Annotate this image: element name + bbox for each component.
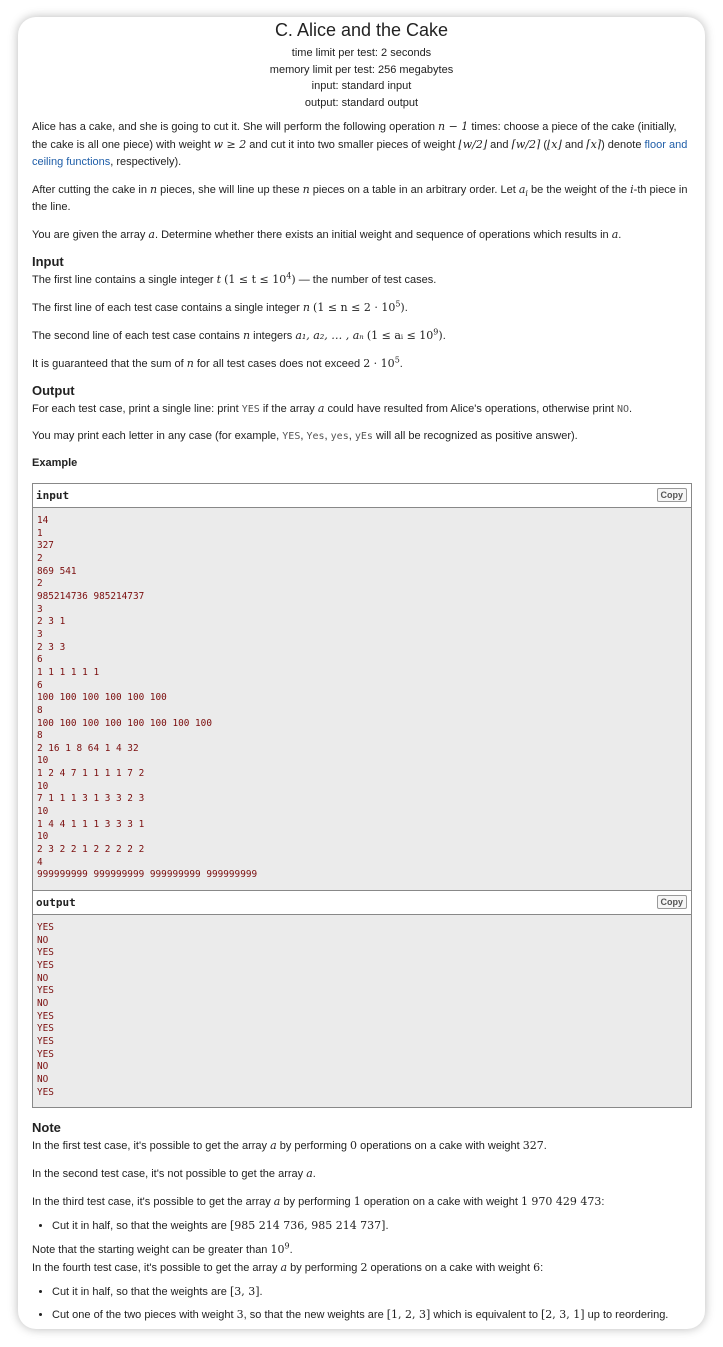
text: operations on a cake with weight bbox=[367, 1262, 534, 1275]
example-line: 10 bbox=[37, 831, 49, 843]
code: YES bbox=[282, 431, 301, 442]
math: 2 bbox=[360, 1261, 368, 1275]
example-line: 4 bbox=[37, 856, 43, 868]
text: — the number of test cases. bbox=[295, 274, 437, 286]
text: by performing bbox=[280, 1196, 354, 1209]
note-line-4 bbox=[32, 1241, 692, 1259]
math: 9 bbox=[433, 327, 439, 337]
output-file: output: standard output bbox=[304, 96, 419, 109]
example-line: YES bbox=[37, 1010, 54, 1022]
text: will all be recognized as positive answer). bbox=[372, 430, 578, 442]
text: . bbox=[442, 330, 446, 342]
text: Cut it in half, so that the weights are bbox=[52, 1220, 230, 1233]
text: In the third test case, it's possible to get the array bbox=[32, 1196, 274, 1209]
math: a bbox=[280, 1261, 288, 1275]
math: (1 ≤ aᵢ ≤ 10 bbox=[366, 329, 434, 342]
note-line-1 bbox=[32, 1137, 692, 1155]
list-item bbox=[52, 1306, 692, 1324]
example-line: 327 bbox=[37, 540, 54, 552]
math: ) bbox=[400, 301, 405, 314]
output-box-content bbox=[33, 915, 691, 1107]
text: and bbox=[561, 139, 587, 151]
math: 0 bbox=[350, 1139, 358, 1153]
example-line: YES bbox=[37, 1035, 54, 1047]
math: ⌊w/2⌋ bbox=[458, 138, 488, 151]
example-line: 985214736 985214737 bbox=[37, 590, 145, 602]
text: In the first test case, it's possible to get the array bbox=[32, 1140, 271, 1153]
text: . bbox=[399, 358, 403, 370]
math: 5 bbox=[394, 355, 400, 365]
text: The first line contains a single integer bbox=[32, 274, 217, 286]
example-line: NO bbox=[37, 1061, 49, 1073]
text: operations on a cake with weight bbox=[357, 1140, 523, 1153]
math: 4 bbox=[286, 271, 292, 281]
math: i bbox=[525, 189, 528, 199]
note-line-5 bbox=[32, 1259, 692, 1277]
example-line: 2 3 2 2 1 2 2 2 2 2 bbox=[37, 844, 145, 856]
example-line: NO bbox=[37, 997, 49, 1009]
example-line: 100 100 100 100 100 100 bbox=[37, 692, 167, 704]
text: if the array bbox=[259, 403, 318, 415]
note-heading: Note bbox=[32, 1120, 61, 1136]
math bbox=[270, 1243, 289, 1256]
example-line: 10 bbox=[37, 780, 49, 792]
math: ) bbox=[291, 273, 296, 286]
example-line: 100 100 100 100 100 100 100 100 bbox=[37, 717, 212, 729]
example-line: 6 bbox=[37, 654, 43, 666]
copy-output-button[interactable]: Copy bbox=[657, 895, 688, 909]
note-line-3 bbox=[32, 1193, 692, 1211]
text: , respectively). bbox=[110, 156, 182, 168]
floor-ceiling-link[interactable]: floor and ceiling functions bbox=[32, 139, 688, 168]
code: YES bbox=[241, 404, 260, 415]
input-line-2 bbox=[32, 299, 692, 317]
input-box-header bbox=[33, 484, 691, 508]
statement-paragraph-2 bbox=[32, 181, 692, 216]
text: The first line of each test case contains a single integer bbox=[32, 302, 303, 314]
time-limit: time limit per test: 2 seconds bbox=[291, 47, 432, 59]
text: operation on a cake with weight bbox=[360, 1196, 521, 1209]
math bbox=[224, 273, 296, 286]
problem-header bbox=[18, 17, 705, 111]
text: . Determine whether there exists an initial weight and sequence of operations which results in bbox=[154, 229, 612, 241]
text: . bbox=[618, 229, 622, 241]
example-line: YES bbox=[37, 922, 54, 934]
text: . bbox=[259, 1286, 263, 1299]
math: t bbox=[216, 273, 222, 286]
example-heading: Example bbox=[32, 457, 78, 469]
input-heading: Input bbox=[32, 254, 64, 269]
math: 10 bbox=[270, 1243, 285, 1257]
math: a bbox=[611, 228, 619, 241]
math: a bbox=[317, 402, 325, 415]
math: ⌊x⌋ bbox=[547, 138, 562, 151]
example-line: 2 bbox=[37, 552, 43, 564]
text: For each test case, print a single line: print bbox=[32, 403, 242, 415]
text: and cut it into two smaller pieces of weight bbox=[246, 139, 459, 151]
text: , so that the new weights are bbox=[243, 1309, 387, 1322]
math: 2 · 10 bbox=[363, 357, 395, 370]
example-line: 3 bbox=[37, 603, 43, 615]
problem-body bbox=[32, 118, 692, 1330]
output-line-1 bbox=[32, 400, 692, 418]
input-line-3 bbox=[32, 327, 692, 345]
math: 5 bbox=[395, 299, 401, 309]
math: n bbox=[186, 357, 194, 370]
text: . bbox=[404, 302, 408, 314]
text: which is equivalent to bbox=[430, 1309, 542, 1322]
input-line-1 bbox=[32, 271, 692, 289]
example-line: NO bbox=[37, 972, 49, 984]
text: Cut it in half, so that the weights are bbox=[52, 1286, 230, 1299]
math bbox=[367, 329, 443, 342]
math: 9 bbox=[284, 1241, 290, 1251]
math: n bbox=[150, 183, 158, 196]
math: 327 bbox=[522, 1139, 544, 1153]
example-box bbox=[32, 483, 692, 1108]
problem-title: C. Alice and the Cake bbox=[274, 20, 449, 40]
text: for all test cases does not exceed bbox=[193, 358, 364, 370]
code: yes bbox=[330, 431, 349, 442]
text: Alice has a cake, and she is going to cut it. She will perform the following operation bbox=[32, 121, 439, 133]
text: could have resulted from Alice's operations, otherwise print bbox=[324, 403, 617, 415]
math: ⌈w/2⌉ bbox=[511, 138, 541, 151]
math bbox=[313, 301, 405, 314]
text: It is guaranteed that the sum of bbox=[32, 358, 187, 370]
text: integers bbox=[250, 330, 296, 342]
note-list-1 bbox=[32, 1217, 692, 1235]
math: a bbox=[273, 1195, 281, 1209]
example-line: 2 3 3 bbox=[37, 641, 66, 653]
output-box-label: output bbox=[36, 896, 76, 910]
math: ) bbox=[438, 329, 443, 342]
problem-card bbox=[18, 17, 705, 1329]
input-box-content bbox=[33, 508, 691, 890]
example-line: 2 bbox=[37, 578, 43, 590]
math: ⌈x⌉ bbox=[586, 138, 602, 151]
text: In the second test case, it's not possible to get the array bbox=[32, 1168, 307, 1181]
example-line: 10 bbox=[37, 755, 49, 767]
example-line: 1 4 4 1 1 1 3 3 3 1 bbox=[37, 818, 145, 830]
list-item bbox=[52, 1283, 692, 1301]
copy-input-button[interactable]: Copy bbox=[657, 488, 688, 502]
note-line-2 bbox=[32, 1165, 692, 1183]
note-list-2 bbox=[32, 1283, 692, 1324]
math: 1 970 429 473 bbox=[520, 1195, 602, 1209]
example-line: YES bbox=[37, 985, 54, 997]
example-line: 10 bbox=[37, 806, 49, 818]
text: The second line of each test case contains bbox=[32, 330, 243, 342]
example-line: NO bbox=[37, 1073, 49, 1085]
text: In the fourth test case, it's possible to get the array bbox=[32, 1262, 281, 1275]
text: by performing bbox=[276, 1140, 351, 1153]
text: You are given the array bbox=[32, 229, 149, 241]
math: (1 ≤ t ≤ 10 bbox=[224, 273, 287, 286]
example-line: NO bbox=[37, 934, 49, 946]
math: 6 bbox=[533, 1261, 541, 1275]
math: a₁, a₂, … , aₙ bbox=[295, 329, 364, 342]
code: Yes bbox=[306, 431, 325, 442]
text: . bbox=[543, 1140, 547, 1153]
list-item bbox=[52, 1217, 692, 1235]
text: pieces on a table in an arbitrary order. Let bbox=[309, 184, 519, 196]
example-line: YES bbox=[37, 960, 54, 971]
math: (1 ≤ n ≤ 2 · 10 bbox=[313, 301, 396, 314]
math: w ≥ 2 bbox=[213, 138, 247, 151]
text: Cut one of the two pieces with weight bbox=[52, 1309, 237, 1322]
example-line: YES bbox=[37, 1048, 54, 1060]
code: NO bbox=[616, 404, 629, 415]
example-line: 1 bbox=[37, 527, 43, 539]
example-line: YES bbox=[37, 1023, 54, 1035]
math: [985 214 736, 985 214 737] bbox=[229, 1219, 386, 1233]
math: n bbox=[242, 329, 251, 342]
input-file: input: standard input bbox=[311, 80, 412, 92]
math bbox=[363, 357, 400, 370]
example-line: 869 541 bbox=[37, 565, 77, 577]
text: up to reordering. bbox=[584, 1309, 669, 1322]
text: ) denote bbox=[601, 139, 645, 151]
example-line: 8 bbox=[37, 730, 43, 742]
text: After cutting the cake in bbox=[32, 184, 151, 196]
text: : bbox=[540, 1262, 544, 1275]
text: ( bbox=[540, 139, 548, 151]
output-line-2: You may print each letter in any case (for example, YES, Yes, yes, yEs will all be recognized as positive answer). bbox=[32, 430, 578, 442]
statement-paragraph-1 bbox=[32, 118, 692, 171]
text: . bbox=[629, 403, 633, 415]
example-line: YES bbox=[37, 1086, 54, 1098]
example-line: 14 bbox=[37, 515, 49, 526]
math: [2, 3, 1] bbox=[541, 1308, 585, 1322]
text: times: choose a piece of the cake (initially, the cake is all one piece) with weight bbox=[32, 121, 677, 151]
math bbox=[518, 183, 528, 199]
example-line: 1 2 4 7 1 1 1 1 7 2 bbox=[37, 768, 145, 780]
math: [3, 3] bbox=[229, 1285, 260, 1299]
text: -th piece in the line. bbox=[32, 184, 688, 213]
example-line: 6 bbox=[37, 679, 43, 691]
input-line-4 bbox=[32, 355, 692, 373]
example-line: 999999999 999999999 999999999 999999999 bbox=[37, 869, 258, 881]
math: i bbox=[630, 183, 634, 196]
output-box-header bbox=[33, 890, 691, 915]
text: You may print each letter in any case (for example, bbox=[32, 430, 283, 442]
math: n bbox=[302, 183, 310, 196]
example-line: 8 bbox=[37, 704, 43, 716]
code: yEs bbox=[354, 431, 373, 442]
math: a bbox=[518, 183, 526, 196]
math: a bbox=[306, 1167, 313, 1181]
text: by performing bbox=[287, 1262, 361, 1275]
example-line: 1 1 1 1 1 1 bbox=[37, 666, 100, 678]
text: be the weight of the bbox=[527, 184, 631, 196]
text: . bbox=[385, 1220, 389, 1233]
text: . bbox=[312, 1168, 316, 1181]
text: Note that the starting weight can be greater than bbox=[32, 1244, 271, 1257]
example-line: 7 1 1 1 3 1 3 3 2 3 bbox=[37, 793, 145, 805]
math: 1 bbox=[353, 1195, 361, 1209]
statement-paragraph-3 bbox=[32, 226, 692, 244]
text: : bbox=[601, 1196, 605, 1209]
example-line: 2 16 1 8 64 1 4 32 bbox=[37, 742, 139, 754]
math: a bbox=[270, 1139, 277, 1153]
math: n − 1 bbox=[438, 120, 469, 133]
math: n bbox=[302, 301, 310, 314]
example-line: 2 3 1 bbox=[37, 616, 66, 628]
input-box-label: input bbox=[36, 489, 70, 502]
memory-limit: memory limit per test: 256 megabytes bbox=[269, 63, 454, 76]
output-heading: Output bbox=[32, 383, 75, 398]
example-line: YES bbox=[37, 947, 54, 959]
text: pieces, she will line up these bbox=[157, 184, 303, 196]
text: . bbox=[289, 1244, 293, 1257]
math: [1, 2, 3] bbox=[386, 1308, 431, 1322]
text: and bbox=[487, 139, 512, 151]
example-line: 3 bbox=[37, 628, 43, 640]
math: 3 bbox=[236, 1308, 244, 1322]
math: a bbox=[148, 228, 155, 241]
